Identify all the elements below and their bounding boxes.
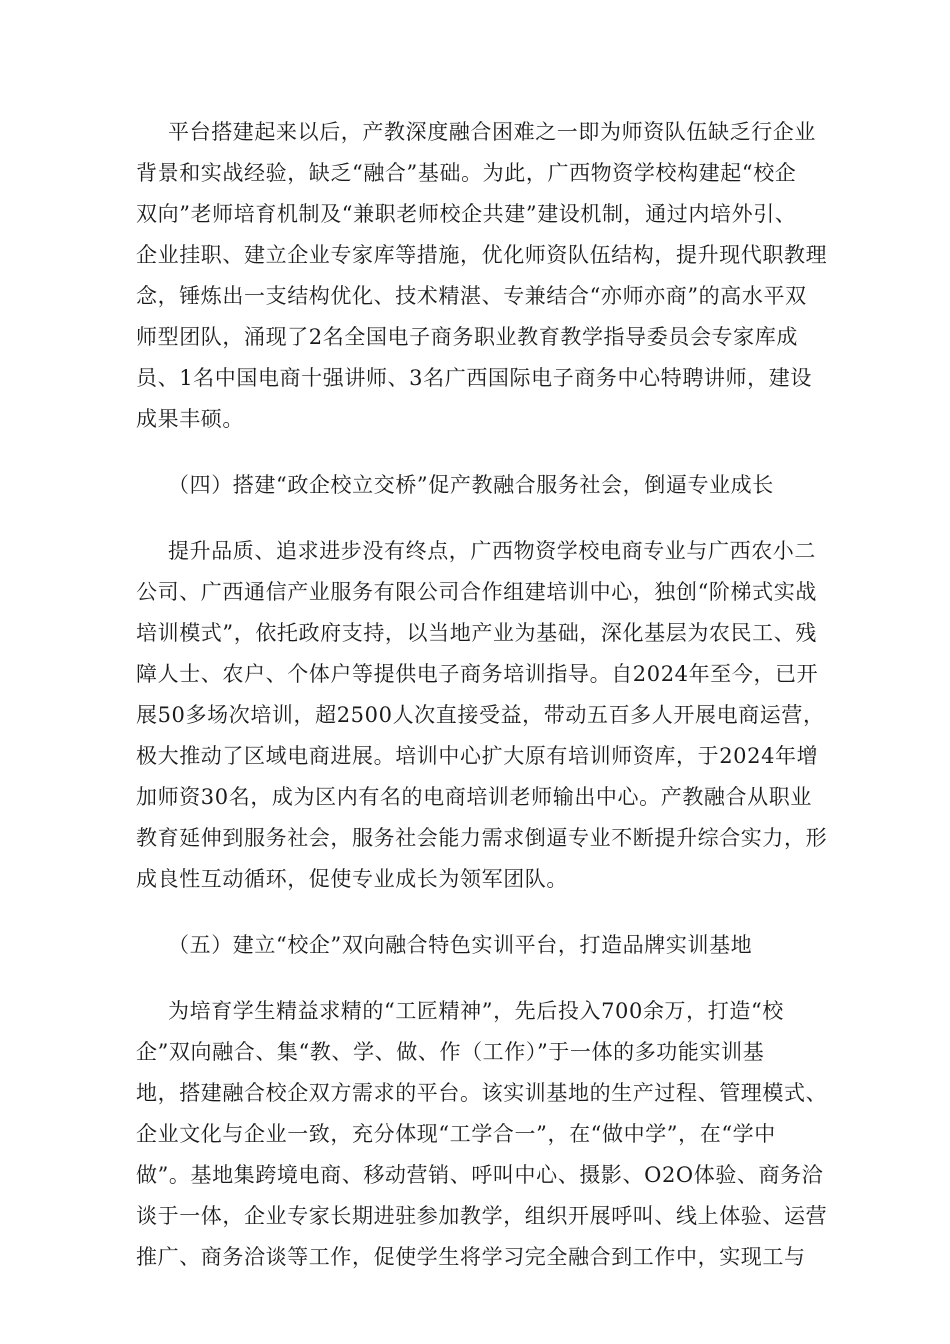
paragraph-training-center — [136, 531, 828, 900]
paragraph-line: 提升品质、追求进步没有终点，广西物资学校电商专业与广西农小二 — [168, 539, 816, 563]
paragraph-line: 双向”老师培育机制及“兼职老师校企共建”建设机制，通过内培外引、 — [136, 202, 797, 226]
paragraph-line: 企业挂职、建立企业专家库等措施，优化师资队伍结构，提升现代职教理 — [136, 243, 828, 267]
spacer — [136, 440, 822, 465]
paragraph-line: 做”。基地集跨境电商、移动营销、呼叫中心、摄影、O2O体验、商务洽 — [136, 1163, 824, 1187]
paragraph-line: 极大推动了区域电商进展。培训中心扩大原有培训师资库，于2024年增 — [136, 744, 819, 768]
spacer — [136, 966, 822, 991]
paragraph-line: 成良性互动循环，促使专业成长为领军团队。 — [136, 867, 568, 891]
paragraph-line: 培训模式”，依托政府支持，以当地产业为基础，深化基层为农民工、残 — [136, 621, 817, 645]
section-heading-5: （五）建立“校企”双向融合特色实训平台，打造品牌实训基地 — [168, 933, 753, 957]
paragraph-line: 成果丰硕。 — [136, 407, 244, 431]
paragraph-line: 背景和实战经验，缺乏“融合”基础。为此，广西物资学校构建起“校企 — [136, 161, 797, 185]
paragraph-line: 平台搭建起来以后，产教深度融合困难之一即为师资队伍缺乏行企业 — [168, 120, 816, 144]
paragraph-line: 企”双向融合、集“教、学、做、作（工作）”于一体的多功能实训基 — [136, 1040, 765, 1064]
paragraph-line: 企业文化与企业一致，充分体现“工学合一”，在“做中学”，在“学中 — [136, 1122, 776, 1146]
paragraph-training-base — [136, 991, 828, 1278]
paragraph-line: 为培育学生精益求精的“工匠精神”，先后投入700余万，打造“校 — [168, 999, 784, 1023]
paragraph-teacher-team — [136, 112, 828, 440]
paragraph-line: 员、1名中国电商十强讲师、3名广西国际电子商务中心特聘讲师，建设 — [136, 366, 812, 390]
spacer — [136, 506, 822, 531]
spacer — [136, 900, 822, 925]
paragraph-line: 念，锤炼出一支结构优化、技术精湛、专兼结合“亦师亦商”的高水平双 — [136, 284, 807, 308]
paragraph-line: 教育延伸到服务社会，服务社会能力需求倒逼专业不断提升综合实力，形 — [136, 826, 828, 850]
paragraph-line: 加师资30名，成为区内有名的电商培训老师输出中心。产教融合从职业 — [136, 785, 812, 809]
section-heading-4: （四）搭建“政企校立交桥”促产教融合服务社会，倒逼专业成长 — [168, 473, 774, 497]
paragraph-line: 师型团队，涌现了2名全国电子商务职业教育教学指导委员会专家库成 — [136, 325, 798, 349]
paragraph-line: 谈于一体，企业专家长期进驻参加教学，组织开展呼叫、线上体验、运营 — [136, 1204, 828, 1228]
paragraph-line: 障人士、农户、个体户等提供电子商务培训指导。自2024年至今，已开 — [136, 662, 819, 686]
paragraph-line: 推广、商务洽谈等工作，促使学生将学习完全融合到工作中，实现工与 — [136, 1245, 806, 1269]
paragraph-line: 展50多场次培训，超2500人次直接受益，带动五百多人开展电商运营， — [136, 703, 825, 727]
paragraph-line: 地，搭建融合校企双方需求的平台。该实训基地的生产过程、管理模式、 — [136, 1081, 828, 1105]
paragraph-line: 公司、广西通信产业服务有限公司合作组建培训中心，独创“阶梯式实战 — [136, 580, 817, 604]
